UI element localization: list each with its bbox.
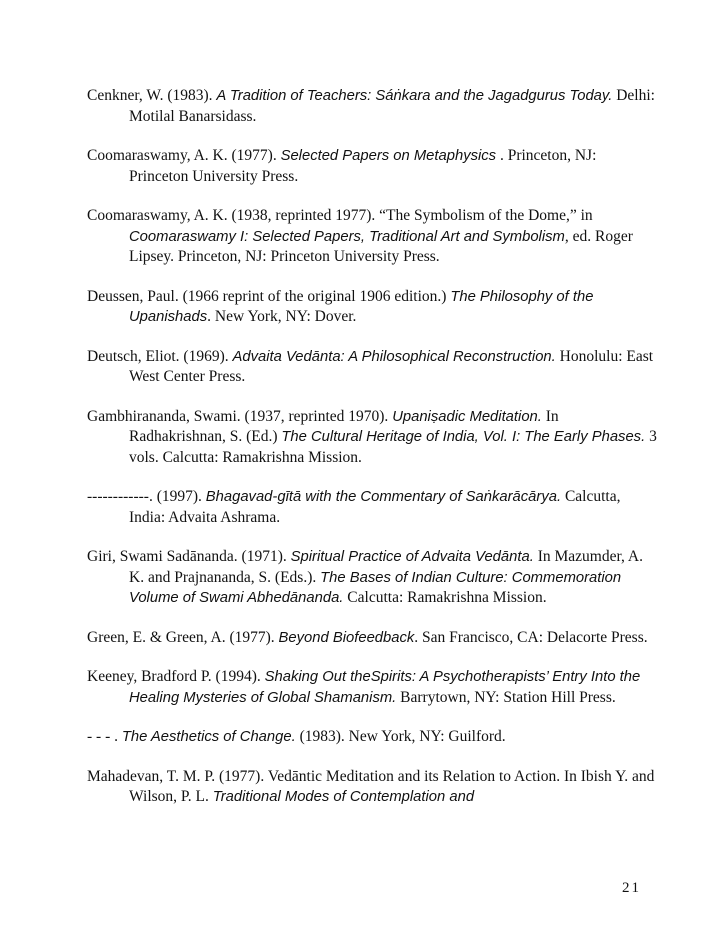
- reference-entry: [87, 667, 657, 708]
- reference-title: Advaita Vedānta: A Philosophical Reconstruction.: [232, 348, 556, 365]
- reference-title: Spiritual Practice of Advaita Vedānta.: [290, 549, 534, 565]
- reference-text: Coomaraswamy, A. K. (1938, reprinted 1977). “The Symbolism of the Dome,” in: [87, 207, 593, 224]
- reference-text: - - - .: [87, 728, 122, 745]
- reference-text: Green, E. & Green, A. (1977).: [87, 628, 279, 646]
- reference-entry: [87, 727, 657, 748]
- reference-entry: [87, 287, 657, 328]
- reference-text: Giri, Swami Sadānanda. (1971).: [87, 548, 291, 565]
- reference-text: In Radhakrishnan, S. (Ed.): [129, 407, 559, 445]
- reference-entry: [87, 767, 657, 808]
- reference-entry: [87, 407, 657, 469]
- reference-text: Deussen, Paul. (1966 reprint of the original 1906 edition.): [87, 287, 451, 305]
- reference-text: Barrytown, NY: Station Hill Press.: [396, 688, 616, 706]
- reference-text: Gambhirananda, Swami. (1937, reprinted 1970).: [87, 407, 393, 425]
- reference-title: Shaking Out theSpirits: A Psychotherapists’ Entry Into the Healing Mysteries of Global Shamanism.: [129, 669, 641, 706]
- reference-entry: [87, 628, 657, 649]
- reference-entry: [87, 86, 657, 127]
- reference-entry: [87, 347, 657, 388]
- reference-title: Beyond Biofeedback: [278, 629, 415, 646]
- reference-text: Deutsch, Eliot. (1969).: [87, 347, 233, 365]
- reference-text: ------------. (1997).: [87, 488, 206, 505]
- reference-text: . San Francisco, CA: Delacorte Press.: [414, 628, 648, 646]
- reference-title: The Philosophy of the Upanishads: [129, 288, 594, 325]
- reference-text: (1983). New York, NY: Guilford.: [295, 728, 506, 745]
- reference-entry: [87, 547, 657, 609]
- reference-text: Coomaraswamy, A. K. (1977).: [87, 147, 281, 164]
- reference-list: [87, 86, 657, 827]
- reference-title: Traditional Modes of Contemplation and: [212, 789, 475, 805]
- page-number: 21: [622, 880, 641, 896]
- reference-title: A Tradition of Teachers: Sáṅkara and the Jagadgurus Today.: [216, 88, 613, 104]
- reference-title: Bhagavad-gītā with the Commentary of Saṅkarācārya.: [205, 489, 562, 505]
- reference-entry: [87, 146, 657, 187]
- reference-text: Calcutta: Ramakrishna Mission.: [343, 589, 547, 606]
- reference-entry: [87, 487, 657, 528]
- reference-entry: [87, 206, 657, 268]
- reference-text: . Princeton, NJ: Princeton University Press.: [129, 147, 597, 185]
- reference-text: Keeney, Bradford P. (1994).: [87, 668, 265, 685]
- reference-title: The Bases of Indian Culture: Commemoration Volume of Swami Abhedānanda.: [129, 569, 622, 606]
- reference-title: Coomaraswamy I: Selected Papers, Traditional Art and Symbolism: [129, 228, 565, 245]
- reference-text: Cenkner, W. (1983).: [87, 87, 217, 104]
- reference-title: The Aesthetics of Change.: [121, 729, 296, 745]
- reference-text: 3 vols. Calcutta: Ramakrishna Mission.: [129, 428, 657, 466]
- reference-title: Selected Papers on Metaphysics: [280, 148, 497, 164]
- reference-title: Upaniṣadic Meditation.: [392, 408, 542, 425]
- reference-text: Calcutta, India: Advaita Ashrama.: [129, 488, 621, 526]
- reference-text: . New York, NY: Dover.: [207, 308, 357, 325]
- reference-text: In Mazumder, A. K. and Prajnananda, S. (Eds.).: [129, 548, 643, 586]
- reference-text: Mahadevan, T. M. P. (1977). Vedāntic Meditation and its Relation to Action. In Ibish Y. and Wilson, P. L.: [87, 767, 655, 805]
- reference-title: The Cultural Heritage of India, Vol. I: The Early Phases.: [281, 429, 646, 445]
- reference-text: , ed. Roger Lipsey. Princeton, NJ: Princeton University Press.: [129, 227, 633, 265]
- reference-text: Delhi: Motilal Banarsidass.: [129, 87, 655, 125]
- reference-text: Honolulu: East West Center Press.: [129, 347, 654, 385]
